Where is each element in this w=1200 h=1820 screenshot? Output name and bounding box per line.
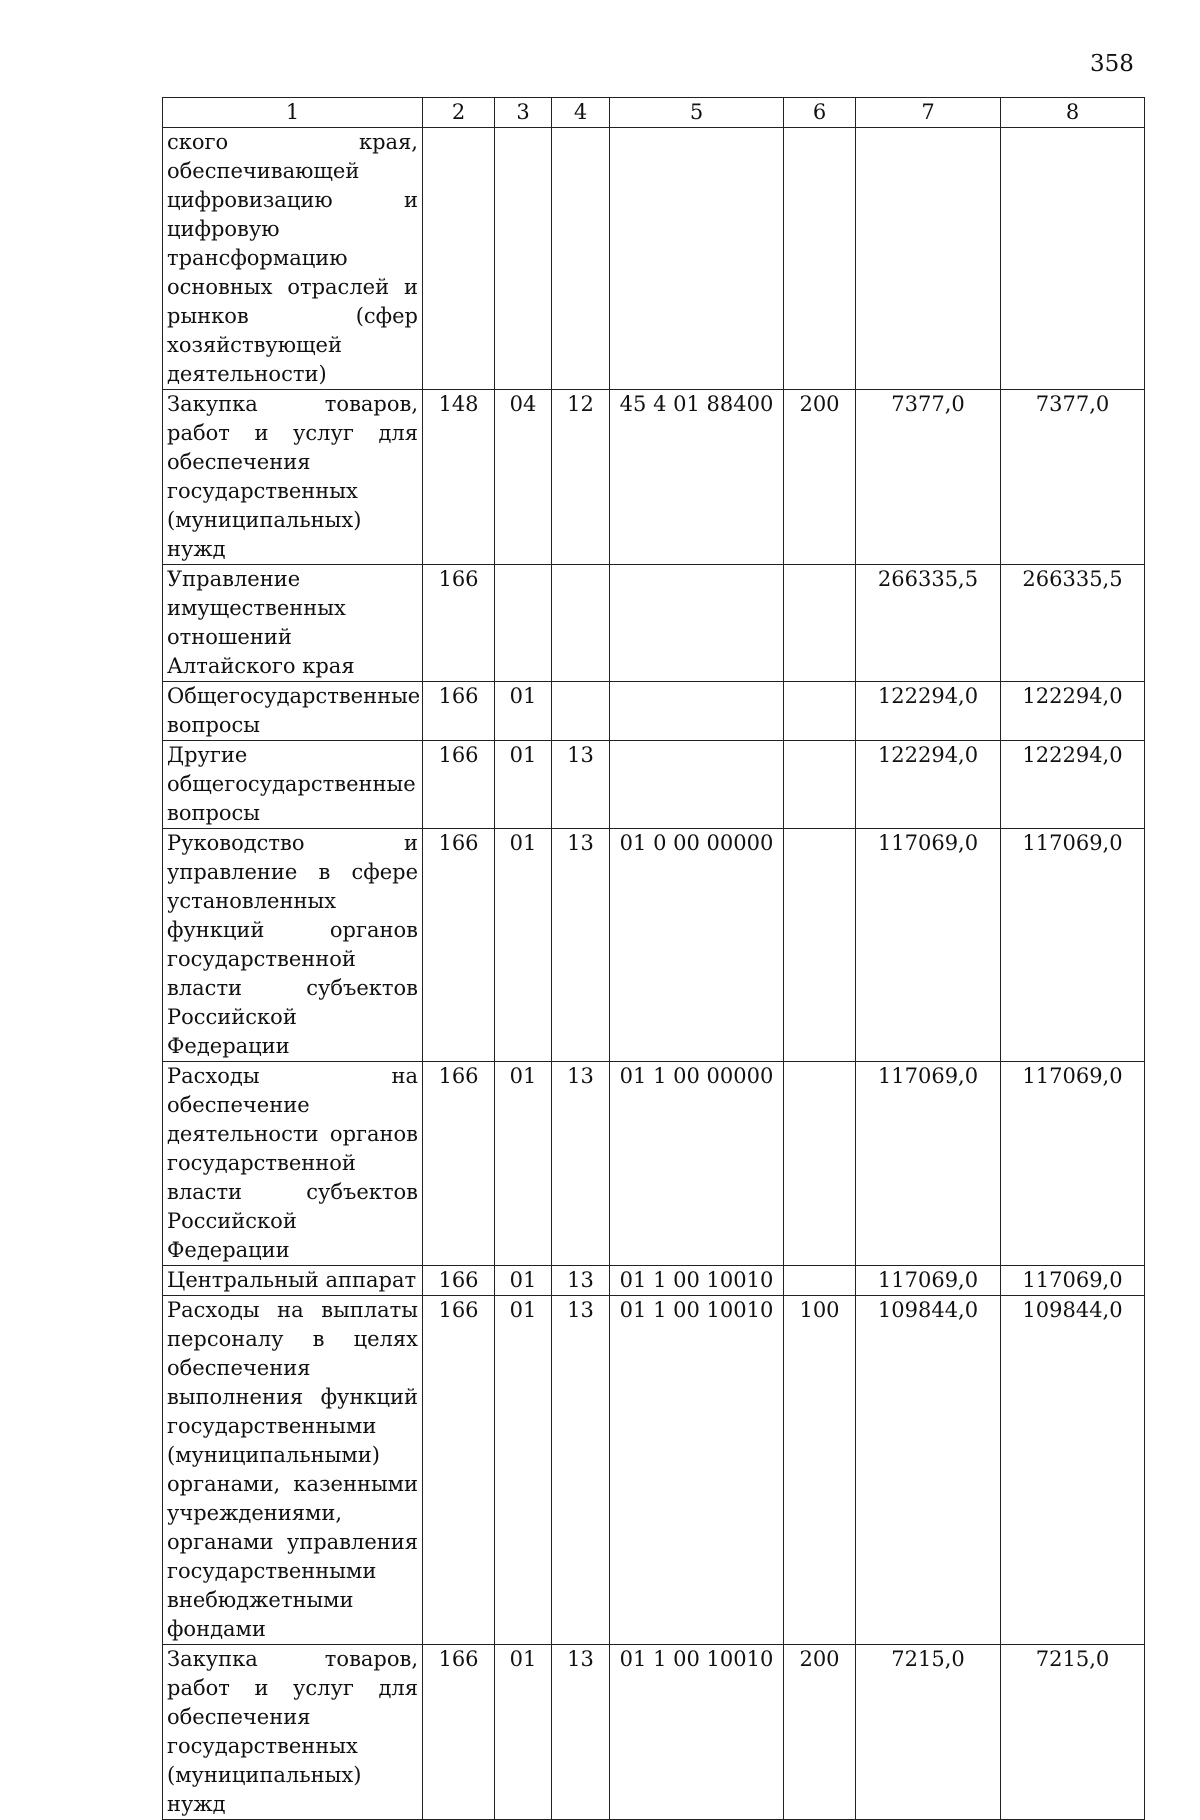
cell-col3: 01 xyxy=(495,1062,552,1266)
table-row xyxy=(163,1062,1145,1266)
cell-col8: 122294,0 xyxy=(1001,741,1145,829)
cell-col7: 122294,0 xyxy=(856,741,1001,829)
cell-col3: 04 xyxy=(495,390,552,565)
column-header: 1 xyxy=(163,98,423,128)
cell-col7: 266335,5 xyxy=(856,565,1001,682)
cell-col6: 100 xyxy=(784,1296,856,1645)
table-row xyxy=(163,390,1145,565)
cell-col2: 166 xyxy=(423,565,495,682)
cell-col6 xyxy=(784,565,856,682)
cell-col2: 166 xyxy=(423,1296,495,1645)
cell-col5: 45 4 01 88400 xyxy=(610,390,784,565)
cell-col4: 13 xyxy=(552,829,610,1062)
cell-col5: 01 1 00 00000 xyxy=(610,1062,784,1266)
cell-col6 xyxy=(784,1062,856,1266)
cell-col2 xyxy=(423,128,495,390)
cell-col8: 122294,0 xyxy=(1001,682,1145,741)
item-name: Закупка товаров, работ и услуг для обеспечения государственных (муниципальных) нужд xyxy=(163,390,423,565)
cell-col2: 166 xyxy=(423,1062,495,1266)
cell-col7 xyxy=(856,128,1001,390)
cell-col6 xyxy=(784,128,856,390)
cell-col4: 13 xyxy=(552,741,610,829)
item-name: Центральный аппарат xyxy=(163,1266,423,1296)
cell-col5 xyxy=(610,128,784,390)
table-row xyxy=(163,1266,1145,1296)
cell-col7: 117069,0 xyxy=(856,1266,1001,1296)
cell-col3: 01 xyxy=(495,829,552,1062)
cell-col5 xyxy=(610,565,784,682)
cell-col5: 01 0 00 00000 xyxy=(610,829,784,1062)
item-name: Расходы на обеспечение деятельности органов государственной власти субъектов Российской Федерации xyxy=(163,1062,423,1266)
item-name: Управление имущественных отношений Алтайского края xyxy=(163,565,423,682)
cell-col6: 200 xyxy=(784,1645,856,1820)
cell-col4: 13 xyxy=(552,1266,610,1296)
column-header: 7 xyxy=(856,98,1001,128)
item-name: ского края, обеспечивающей цифровизацию и цифровую трансформацию основных отраслей и рынков (сфер хозяйствующей деятельности) xyxy=(163,128,423,390)
cell-col2: 166 xyxy=(423,829,495,1062)
cell-col2: 166 xyxy=(423,682,495,741)
cell-col4 xyxy=(552,682,610,741)
cell-col5 xyxy=(610,682,784,741)
cell-col4 xyxy=(552,128,610,390)
cell-col6 xyxy=(784,682,856,741)
header-row xyxy=(163,98,1145,128)
item-name: Закупка товаров, работ и услуг для обеспечения государственных (муниципальных) нужд xyxy=(163,1645,423,1820)
cell-col4: 13 xyxy=(552,1296,610,1645)
cell-col3 xyxy=(495,565,552,682)
cell-col8 xyxy=(1001,128,1145,390)
cell-col2: 166 xyxy=(423,1266,495,1296)
cell-col8: 109844,0 xyxy=(1001,1296,1145,1645)
column-header: 4 xyxy=(552,98,610,128)
column-header: 2 xyxy=(423,98,495,128)
cell-col5: 01 1 00 10010 xyxy=(610,1645,784,1820)
cell-col5: 01 1 00 10010 xyxy=(610,1266,784,1296)
budget-table xyxy=(162,97,1145,1820)
cell-col6: 200 xyxy=(784,390,856,565)
cell-col4 xyxy=(552,565,610,682)
cell-col5: 01 1 00 10010 xyxy=(610,1296,784,1645)
cell-col4: 13 xyxy=(552,1645,610,1820)
cell-col8: 117069,0 xyxy=(1001,1062,1145,1266)
cell-col8: 117069,0 xyxy=(1001,1266,1145,1296)
item-name: Другие общегосударственные вопросы xyxy=(163,741,423,829)
cell-col3: 01 xyxy=(495,1266,552,1296)
cell-col7: 7215,0 xyxy=(856,1645,1001,1820)
table-row xyxy=(163,829,1145,1062)
cell-col3: 01 xyxy=(495,682,552,741)
cell-col4: 13 xyxy=(552,1062,610,1266)
cell-col2: 166 xyxy=(423,741,495,829)
cell-col2: 148 xyxy=(423,390,495,565)
cell-col7: 109844,0 xyxy=(856,1296,1001,1645)
item-name: Руководство и управление в сфере установленных функций органов государственной власти субъектов Российской Федерации xyxy=(163,829,423,1062)
page-number: 358 xyxy=(1090,51,1134,77)
cell-col3: 01 xyxy=(495,1645,552,1820)
column-header: 6 xyxy=(784,98,856,128)
cell-col8: 7377,0 xyxy=(1001,390,1145,565)
table-row xyxy=(163,682,1145,741)
cell-col8: 266335,5 xyxy=(1001,565,1145,682)
cell-col6 xyxy=(784,741,856,829)
table-row xyxy=(163,741,1145,829)
column-header: 5 xyxy=(610,98,784,128)
cell-col5 xyxy=(610,741,784,829)
cell-col7: 117069,0 xyxy=(856,1062,1001,1266)
column-header: 3 xyxy=(495,98,552,128)
cell-col7: 117069,0 xyxy=(856,829,1001,1062)
cell-col6 xyxy=(784,1266,856,1296)
cell-col8: 7215,0 xyxy=(1001,1645,1145,1820)
column-header: 8 xyxy=(1001,98,1145,128)
table-row xyxy=(163,128,1145,390)
item-name: Расходы на выплаты персоналу в целях обеспечения выполнения функций государственными (муниципальными) органами, казенными учреждениями, органами управления государственными внебюджетными фондами xyxy=(163,1296,423,1645)
cell-col7: 7377,0 xyxy=(856,390,1001,565)
table-row xyxy=(163,565,1145,682)
table-row xyxy=(163,1296,1145,1645)
item-name: Общегосударственные вопросы xyxy=(163,682,423,741)
cell-col7: 122294,0 xyxy=(856,682,1001,741)
table-row xyxy=(163,1645,1145,1820)
cell-col3: 01 xyxy=(495,1296,552,1645)
cell-col2: 166 xyxy=(423,1645,495,1820)
cell-col6 xyxy=(784,829,856,1062)
cell-col3 xyxy=(495,128,552,390)
cell-col8: 117069,0 xyxy=(1001,829,1145,1062)
cell-col4: 12 xyxy=(552,390,610,565)
cell-col3: 01 xyxy=(495,741,552,829)
